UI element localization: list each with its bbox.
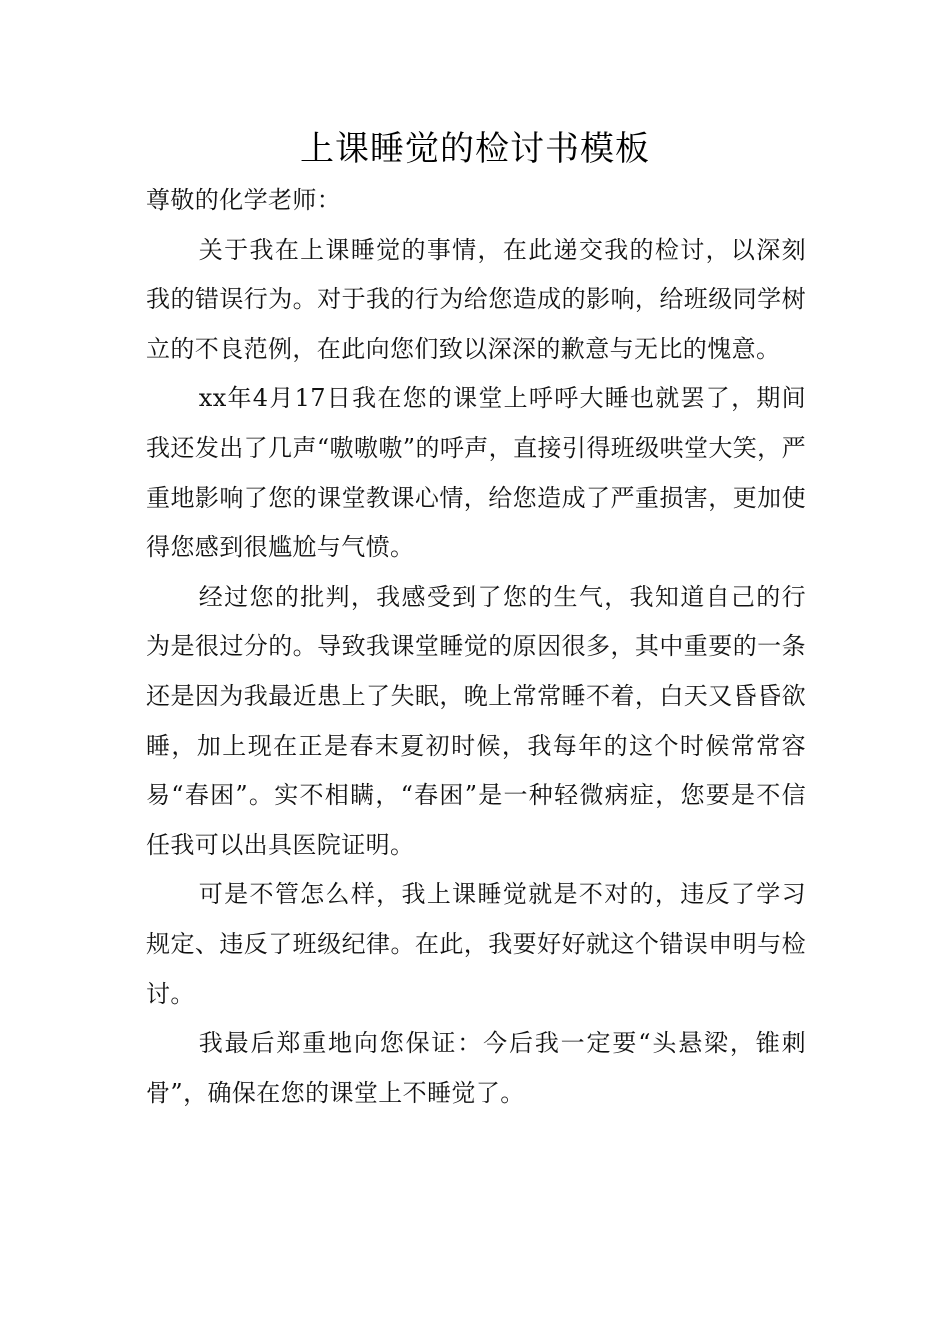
paragraph: 可是不管怎么样，我上课睡觉就是不对的，违反了学习规定、违反了班级纪律。在此，我要好好就这个错误申明与检讨。 — [146, 880, 806, 1008]
paragraph: 我最后郑重地向您保证：今后我一定要“头悬梁，锥刺骨”，确保在您的课堂上不睡觉了。 — [146, 1029, 806, 1107]
salutation: 尊敬的化学老师： — [146, 186, 342, 214]
document-title: 上课睡觉的检讨书模板 — [300, 129, 650, 169]
paragraph: 经过您的批判，我感受到了您的生气，我知道自己的行为是很过分的。导致我课堂睡觉的原因很多，其中重要的一条还是因为我最近患上了失眠，晚上常常睡不着，白天又昏昏欲睡，加上现在正是春末夏初时候，我每年的这个时候常常容易“春困”。实不相瞒，“春困”是一种轻微病症，您要是不信任我可以出具医院证明。 — [146, 582, 806, 859]
paragraph: xx年4月17日我在您的课堂上呼呼大睡也就罢了，期间我还发出了几声“嗷嗷嗷”的呼声，直接引得班级哄堂大笑，严重地影响了您的课堂教课心情，给您造成了严重损害，更加使得您感到很尴尬与气愤。 — [146, 384, 806, 562]
document-body — [146, 176, 806, 1118]
paragraph: 关于我在上课睡觉的事情，在此递交我的检讨，以深刻我的错误行为。对于我的行为给您造成的影响，给班级同学树立的不良范例，在此向您们致以深深的歉意与无比的愧意。 — [146, 235, 806, 363]
